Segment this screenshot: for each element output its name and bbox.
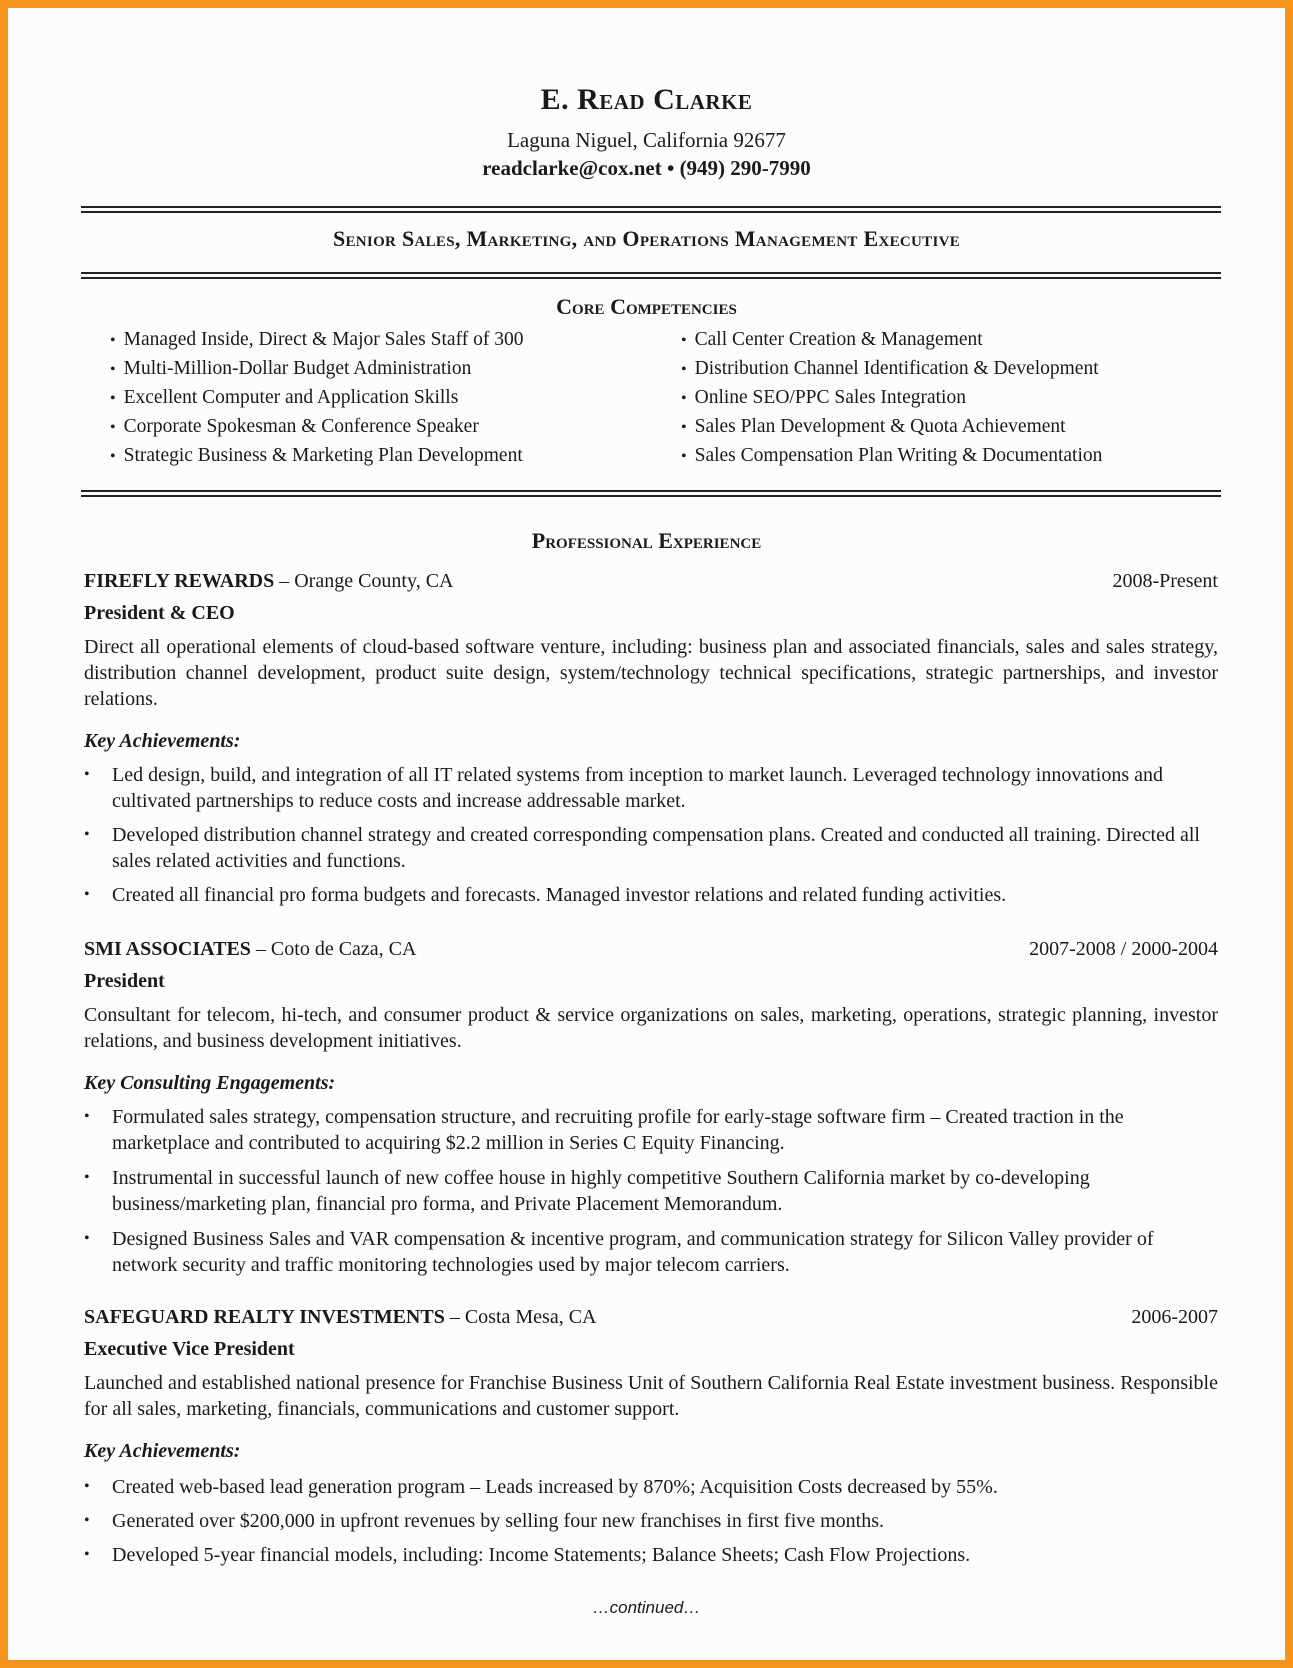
divider — [81, 272, 1221, 279]
job-dates: 2008-Present — [1112, 570, 1218, 592]
engagement-item: • Instrumental in successful launch of new coffee house in highly competitive Southern California market by co-developing business/marketing plan, financial pro forma, and Private Placement Memorandum. — [84, 1167, 1090, 1215]
competency-item: • Excellent Computer and Application Skills — [110, 384, 523, 413]
achievements-title: Key Achievements: — [84, 730, 241, 752]
job-summary: Direct all operational elements of cloud-based software venture, including: business plan and associated financials, sales and sales strategy, distribution channel development, product suite design, system/technology technical specifications, strategic partnerships, and investor relations. — [84, 636, 1218, 710]
job-title: President & CEO — [84, 602, 235, 624]
contact-line — [8, 156, 1285, 181]
achievement-item: • Created all financial pro forma budgets and forecasts. Managed investor relations and related funding activities. — [84, 884, 1007, 906]
headline: Senior Sales, Marketing, and Operations Management Executive — [332, 226, 961, 251]
competencies-left — [110, 326, 523, 471]
competency-item: • Sales Plan Development & Quota Achievement — [681, 413, 1102, 442]
job-dates: 2007-2008 / 2000-2004 — [1029, 938, 1218, 960]
competency-item: • Online SEO/PPC Sales Integration — [681, 384, 1102, 413]
continued-note: …continued… — [592, 1598, 701, 1617]
engagement-item: • Designed Business Sales and VAR compensation & incentive program, and communication strategy for Silicon Valley provider of network security and traffic monitoring technologies used by major telecom carriers. — [84, 1228, 1154, 1276]
competencies-right — [681, 326, 1102, 471]
job-location: – Coto de Caza, CA — [250, 938, 417, 960]
divider — [81, 206, 1221, 213]
job-dates: 2006-2007 — [1131, 1306, 1218, 1328]
competency-item: • Sales Compensation Plan Writing & Documentation — [681, 442, 1102, 471]
competency-item: • Strategic Business & Marketing Plan Development — [110, 442, 523, 471]
achievements-title: Key Achievements: — [84, 1440, 241, 1462]
competency-item: • Distribution Channel Identification & Development — [681, 355, 1102, 384]
job-summary: Launched and established national presence for Franchise Business Unit of Southern California Real Estate investment business. Responsible for all sales, marketing, financials, communications and customer support. — [84, 1372, 1218, 1420]
job-header — [84, 938, 1218, 961]
phone: (949) 290-7990 — [679, 156, 811, 180]
divider — [81, 490, 1221, 497]
job-title: President — [84, 970, 165, 992]
job-location: – Costa Mesa, CA — [444, 1306, 597, 1328]
core-competencies-title: Core Competencies — [556, 294, 737, 319]
professional-experience-title: Professional Experience — [531, 528, 762, 553]
separator-dot: • — [666, 156, 675, 180]
address: Laguna Niguel, California 92677 — [507, 128, 786, 152]
competency-item: • Call Center Creation & Management — [681, 326, 1102, 355]
achievement-item: • Generated over $200,000 in upfront revenues by selling four new franchises in first five months. — [84, 1510, 885, 1532]
company-name: SAFEGUARD REALTY INVESTMENTS — [84, 1306, 445, 1328]
competency-item: • Corporate Spokesman & Conference Speaker — [110, 413, 523, 442]
engagements-title: Key Consulting Engagements: — [84, 1072, 336, 1094]
job-header — [84, 1306, 1218, 1329]
competency-item: • Managed Inside, Direct & Major Sales Staff of 300 — [110, 326, 523, 355]
competency-item: • Multi-Million-Dollar Budget Administration — [110, 355, 523, 384]
job-location: – Orange County, CA — [274, 570, 454, 592]
job-header — [84, 570, 1218, 593]
job-title: Executive Vice President — [84, 1338, 295, 1360]
resume-page — [8, 8, 1285, 1660]
achievement-item: • Created web-based lead generation program – Leads increased by 870%; Acquisition Costs decreased by 55%. — [84, 1476, 998, 1498]
company-name: SMI ASSOCIATES — [84, 938, 251, 960]
achievement-item: • Developed 5-year financial models, including: Income Statements; Balance Sheets; Cash Flow Projections. — [84, 1544, 971, 1566]
company-name: FIREFLY REWARDS — [84, 570, 275, 592]
achievement-item: • Led design, build, and integration of all IT related systems from inception to market launch. Leveraged technology innovations and cultivated partnerships to reduce costs and increase addressable market. — [84, 764, 1164, 812]
job-summary: Consultant for telecom, hi-tech, and consumer product & service organizations on sales, marketing, operations, strategic planning, investor relations, and business development initiatives. — [84, 1004, 1218, 1052]
candidate-name: E. Read Clarke — [540, 83, 753, 116]
email[interactable]: readclarke@cox.net — [482, 156, 662, 180]
engagement-item: • Formulated sales strategy, compensation structure, and recruiting profile for early-stage software firm – Created traction in the marketplace and contributed to acquiring $2.2 million in Series C Equity Financing. — [84, 1106, 1124, 1154]
achievement-item: • Developed distribution channel strategy and created corresponding compensation plans. Created and conducted all training. Directed all sales related activities and functions. — [84, 824, 1200, 872]
